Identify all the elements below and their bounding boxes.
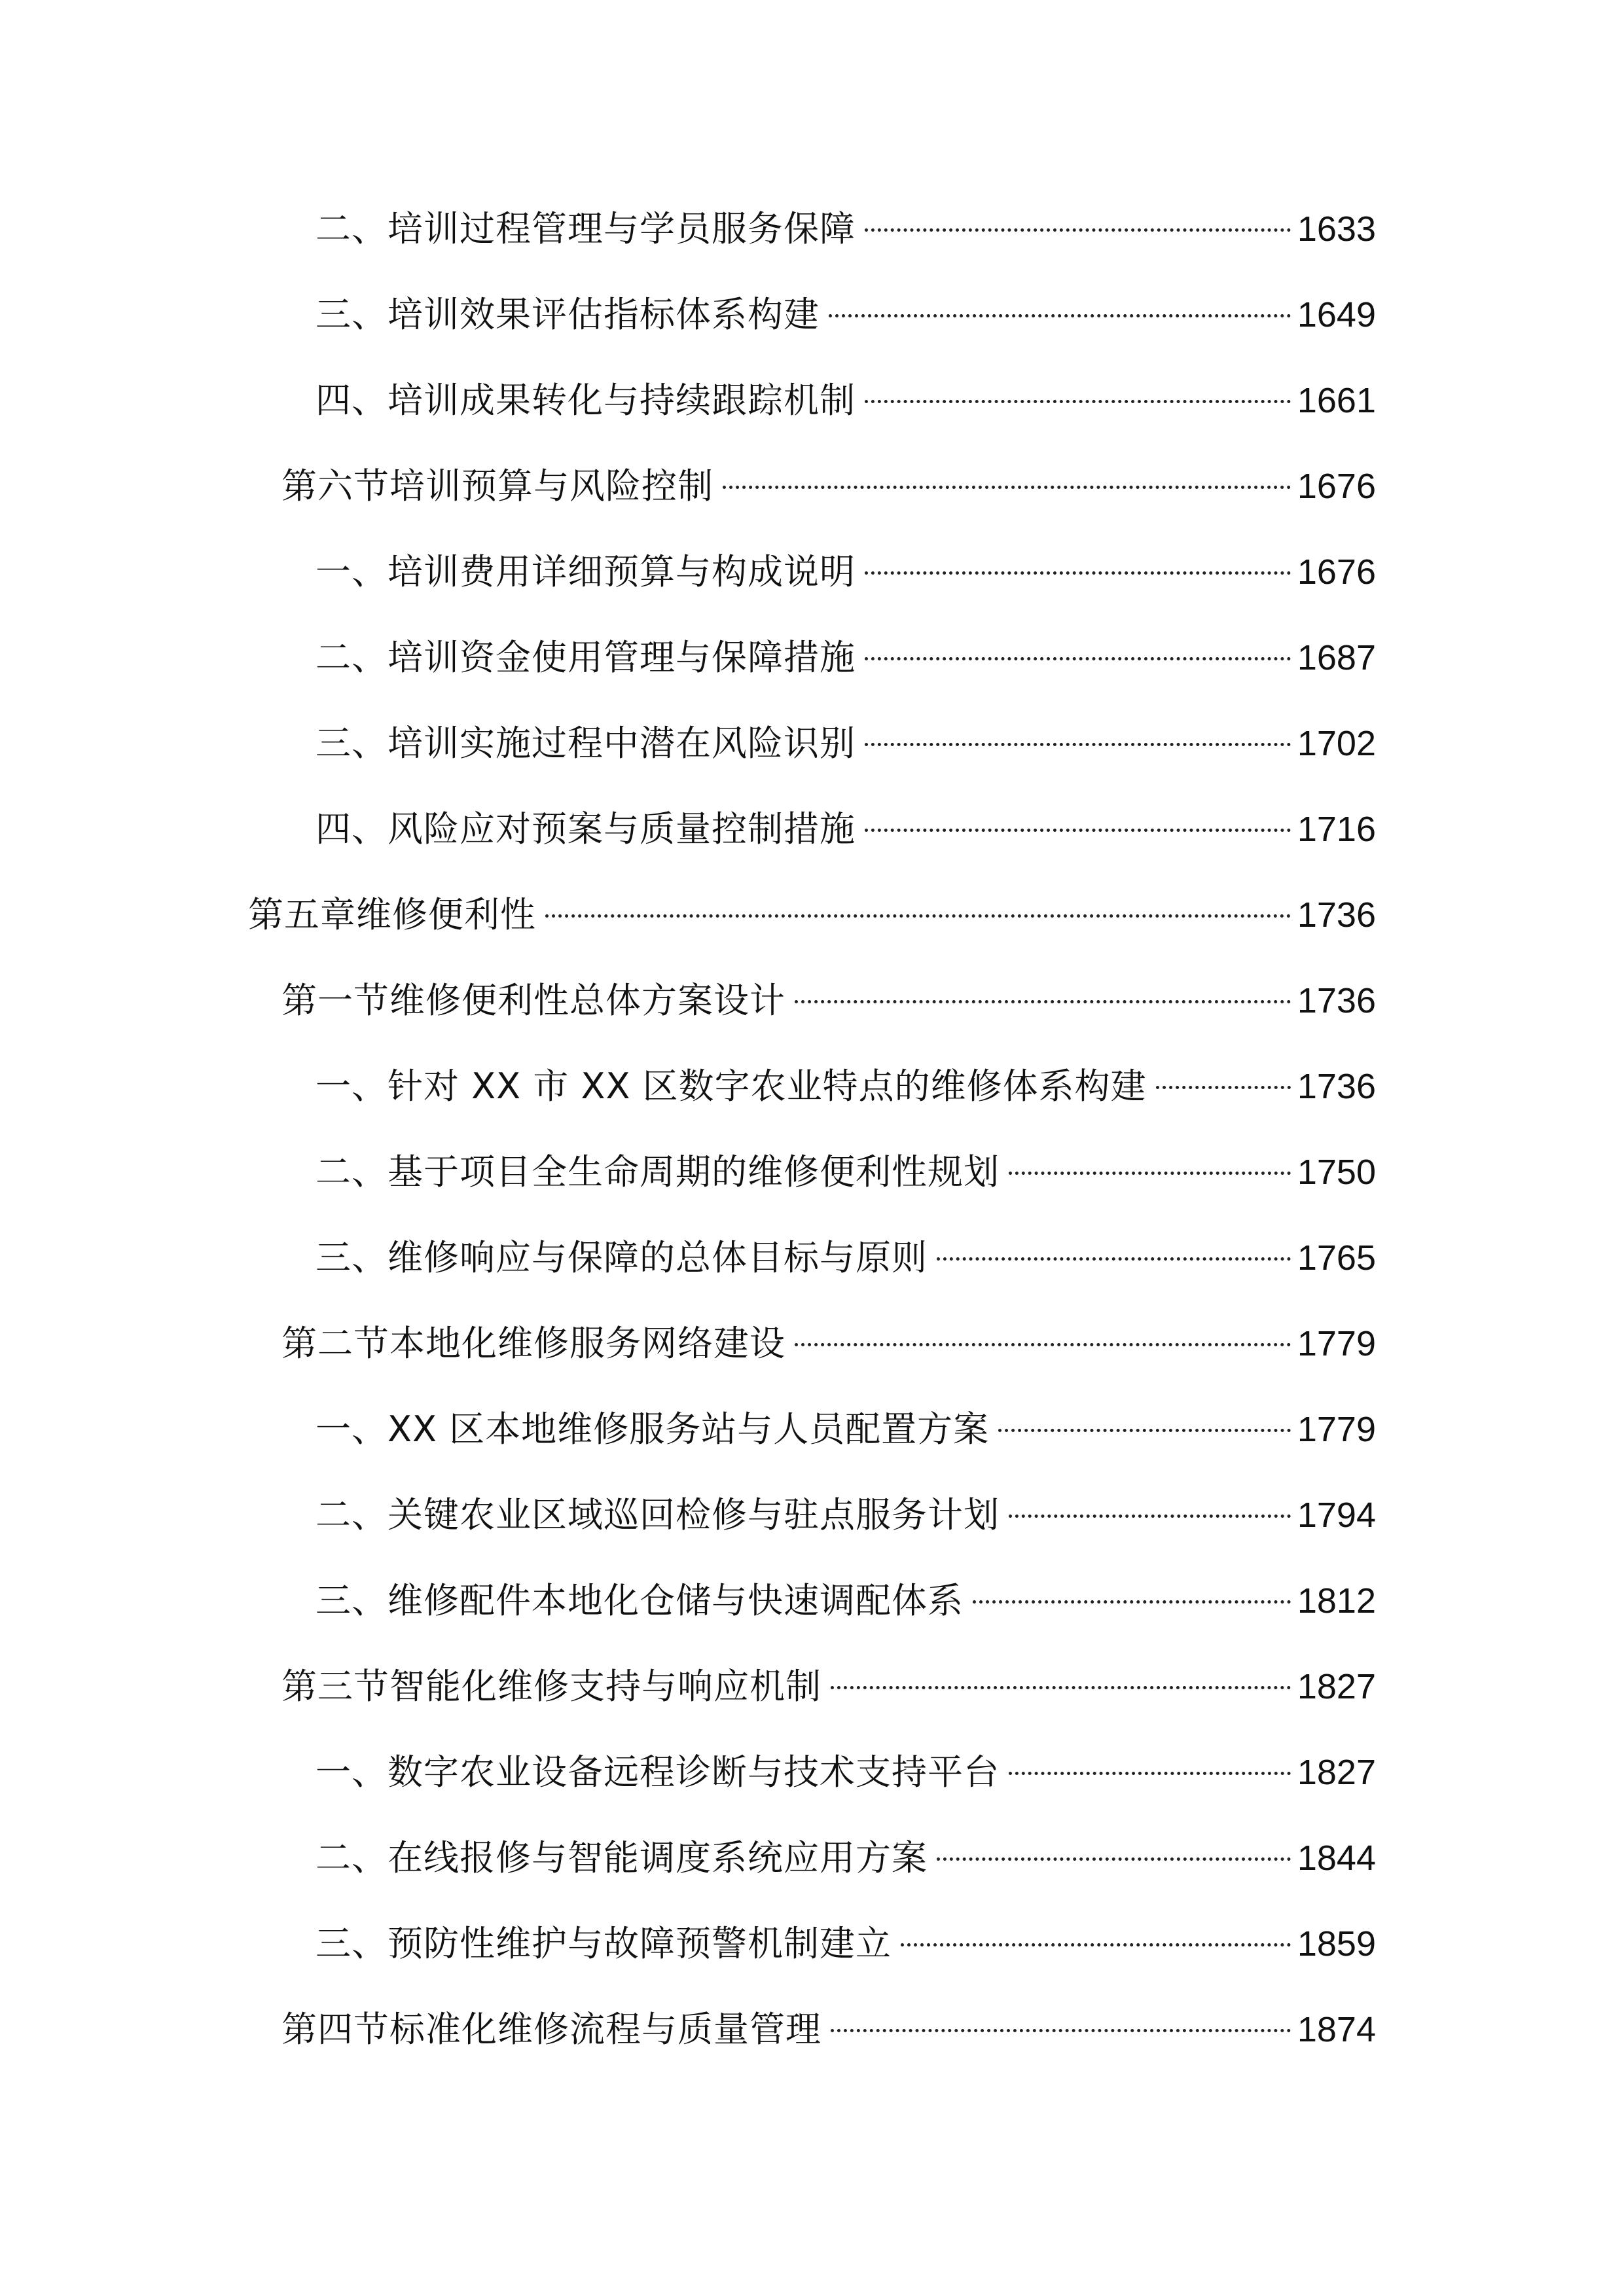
- toc-entry-page: 1687: [1297, 638, 1376, 677]
- toc-entry-title: 三、预防性维护与故障预警机制建立: [316, 1923, 892, 1964]
- toc-entry-title: 一、针对 XX 市 XX 区数字农业特点的维修体系构建: [316, 1066, 1147, 1107]
- toc-dot-leader: [795, 1343, 1291, 1346]
- toc-entry-page: 1794: [1297, 1496, 1376, 1535]
- toc-entry[interactable]: [316, 1397, 1376, 1462]
- toc-entry-page: 1736: [1297, 981, 1376, 1020]
- toc-dot-leader: [865, 657, 1291, 660]
- toc-entry[interactable]: [281, 454, 1376, 519]
- toc-entry-page: 1702: [1297, 724, 1376, 763]
- toc-entry-title: 三、培训实施过程中潜在风险识别: [316, 723, 856, 764]
- toc-dot-leader: [829, 314, 1291, 317]
- toc-entry[interactable]: [316, 1740, 1376, 1805]
- toc-entry-title: 第三节智能化维修支持与响应机制: [281, 1666, 821, 1707]
- toc-entry-page: 1779: [1297, 1324, 1376, 1363]
- toc-entry-page: 1812: [1297, 1581, 1376, 1621]
- toc-dot-leader: [795, 1000, 1291, 1003]
- toc-entry-page: 1661: [1297, 381, 1376, 420]
- toc-entry-page: 1750: [1297, 1153, 1376, 1192]
- toc-dot-leader: [1009, 1515, 1291, 1518]
- toc-entry-title: 二、基于项目全生命周期的维修便利性规划: [316, 1151, 1000, 1193]
- toc-entry-page: 1844: [1297, 1839, 1376, 1878]
- toc-dot-leader: [1009, 1772, 1291, 1775]
- toc-entry[interactable]: [281, 1997, 1376, 2062]
- toc-entry[interactable]: [316, 1482, 1376, 1548]
- toc-dot-leader: [973, 1600, 1291, 1604]
- toc-entry[interactable]: [248, 882, 1376, 948]
- toc-dot-leader: [998, 1429, 1291, 1432]
- toc-entry-page: 1827: [1297, 1667, 1376, 1706]
- toc-entry-page: 1716: [1297, 810, 1376, 849]
- toc-entry-title: 二、培训资金使用管理与保障措施: [316, 637, 856, 678]
- toc-dot-leader: [937, 1857, 1291, 1861]
- toc-dot-leader: [1156, 1086, 1291, 1089]
- toc-entry-title: 第一节维修便利性总体方案设计: [281, 980, 785, 1021]
- toc-dot-leader: [865, 571, 1291, 575]
- toc-entry-title: 一、XX 区本地维修服务站与人员配置方案: [316, 1408, 990, 1450]
- toc-entry[interactable]: [316, 1139, 1376, 1205]
- toc-entry[interactable]: [281, 968, 1376, 1033]
- toc-entry[interactable]: [316, 1568, 1376, 1634]
- toc-dot-leader: [831, 2029, 1291, 2032]
- toc-entry-page: 1633: [1297, 209, 1376, 249]
- toc-entry-title: 第五章维修便利性: [248, 894, 536, 935]
- toc-entry-title: 二、在线报修与智能调度系统应用方案: [316, 1837, 928, 1878]
- toc-entry-page: 1765: [1297, 1238, 1376, 1278]
- toc-entry[interactable]: [316, 539, 1376, 605]
- toc-entry-page: 1779: [1297, 1410, 1376, 1449]
- toc-entry[interactable]: [316, 196, 1376, 262]
- toc-entry-title: 第四节标准化维修流程与质量管理: [281, 2009, 821, 2050]
- toc-entry-title: 第六节培训预算与风险控制: [281, 465, 713, 507]
- toc-entry-page: 1676: [1297, 552, 1376, 592]
- toc-entry-page: 1649: [1297, 295, 1376, 334]
- toc-entry-title: 三、维修配件本地化仓储与快速调配体系: [316, 1580, 964, 1621]
- toc-entry[interactable]: [281, 1654, 1376, 1719]
- toc-entry-page: 1736: [1297, 895, 1376, 935]
- toc-dot-leader: [865, 228, 1291, 232]
- toc-entry[interactable]: [316, 368, 1376, 433]
- toc-dot-leader: [723, 486, 1291, 489]
- toc-entry-page: 1736: [1297, 1067, 1376, 1106]
- toc-dot-leader: [1009, 1172, 1291, 1175]
- toc-entry-page: 1859: [1297, 1924, 1376, 1964]
- toc-entry[interactable]: [281, 1311, 1376, 1376]
- toc-entry-page: 1827: [1297, 1753, 1376, 1792]
- toc-entry[interactable]: [316, 625, 1376, 691]
- toc-entry-title: 三、培训效果评估指标体系构建: [316, 294, 820, 335]
- toc-dot-leader: [865, 829, 1291, 832]
- toc-entry[interactable]: [316, 711, 1376, 776]
- toc-entry[interactable]: [316, 1911, 1376, 1977]
- toc-entry[interactable]: [316, 282, 1376, 348]
- toc-entry-title: 二、关键农业区域巡回检修与驻点服务计划: [316, 1494, 1000, 1535]
- toc-entry-title: 一、数字农业设备远程诊断与技术支持平台: [316, 1751, 1000, 1793]
- toc-entry[interactable]: [316, 1054, 1376, 1119]
- toc-entry-title: 一、培训费用详细预算与构成说明: [316, 551, 856, 592]
- toc-entry-page: 1676: [1297, 467, 1376, 506]
- toc-entry-title: 四、培训成果转化与持续跟踪机制: [316, 380, 856, 421]
- toc-dot-leader: [831, 1686, 1291, 1689]
- toc-entry-page: 1874: [1297, 2010, 1376, 2049]
- toc-dot-leader: [937, 1257, 1291, 1261]
- toc-entry[interactable]: [316, 1225, 1376, 1291]
- toc-entry[interactable]: [316, 797, 1376, 862]
- toc-dot-leader: [865, 400, 1291, 403]
- toc-entry-title: 第二节本地化维修服务网络建设: [281, 1323, 785, 1364]
- toc-dot-leader: [545, 914, 1291, 918]
- toc-entry-title: 二、培训过程管理与学员服务保障: [316, 208, 856, 249]
- toc-entry[interactable]: [316, 1825, 1376, 1891]
- toc-dot-leader: [901, 1943, 1291, 1946]
- toc-entry-title: 四、风险应对预案与质量控制措施: [316, 808, 856, 850]
- toc-entry-title: 三、维修响应与保障的总体目标与原则: [316, 1237, 928, 1278]
- toc-dot-leader: [865, 743, 1291, 746]
